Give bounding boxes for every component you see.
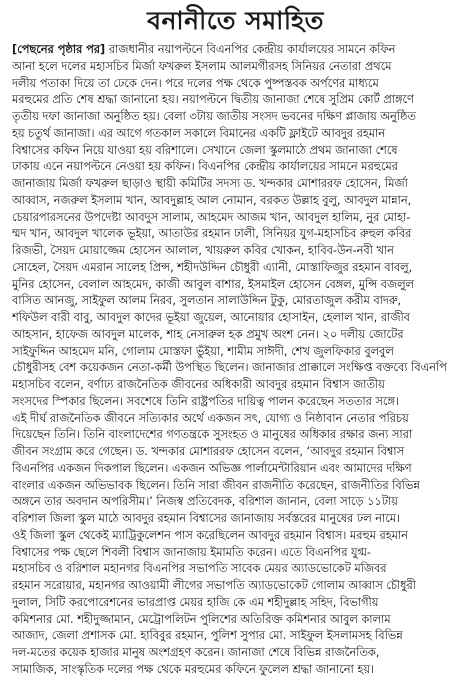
article-line-text: রাজধানীর নয়াপল্টনে বিএনপির কেন্দ্রীয় কার্যালয়ের সামনে কফিন — [105, 43, 396, 56]
article-line: দিয়েছেন তিনি। তিনি বাংলাদেশের গণতন্ত্রকে সুসংহত ও মানুষের অধিকার রক্ষার জন্য সারা — [12, 428, 413, 442]
article-line: আজাদ, জেলা প্রশাসক মো. হাবিবুর রহমান, পুলিশ সুপার মো. সাইফুল ইসলামসহ বিভিন্ন — [12, 629, 403, 643]
article-line: সোহেল, সৈয়দ এমরান সালেহ প্রিন্স, শহীদউদ্দিন চৌধুরী এ্যানী, মোস্তাফিজুর রহমান বাবলু, — [12, 260, 413, 274]
article-line: বিশ্বাসের পক্ষ ছেলে শিবলী বিশ্বাস জানাজায় ইমামতি করেন। এতে বিএনপির যুগ্ম- — [12, 545, 371, 559]
article-line: বাসিত আনজু, সাইফুল আলম নিরব, সুলতান সালাউদ্দিন টুকু, মোরতাজুল করীম বাদরু, — [12, 294, 402, 308]
article-line: বাংলার একজন অভিভাবক ছিলেন। তিনি সারা জীবন রাজনীতি করেছেন, রাজনীতির বিভিন্ন — [12, 478, 420, 492]
article-line: বিশ্বাসের কফিন নিয়ে যাওয়া হয় বরিশালে। সেখানে জেলা স্কুলমাঠে প্রথম জানাজা শেষে — [12, 143, 398, 157]
article-line: দলীয় পতাকা দিয়ে তা ঢেকে দেন। পরে দলের পক্ষ থেকে পুষ্পস্তবক অর্পণের মাধ্যমে — [12, 76, 379, 90]
article-line: বিএনপির একজন দিকপাল ছিলেন। একজন অভিজ্ঞ পার্লামেন্টারিয়ান এবং আমাদের দক্ষিণ — [12, 461, 412, 475]
article-line: আহসান, হাফেজ আবদুল মালেক, শাহ নেসারুল হক প্রমুখ অংশ নেন। ২০ দলীয় জোটের — [12, 327, 404, 341]
article-line: বরিশাল জিলা স্কুল মাঠে আবদুর রহমান বিশ্বাসের জানাজায় সর্বস্তরের মানুষের ঢল নামে। — [12, 512, 401, 525]
article-line: দুলাল, সিটি করপোরেশনের ভারপ্রাপ্ত মেয়র হাজি কে এম শহীদুল্লাহ সহিদ, বিভাগীয় — [12, 595, 379, 609]
article-line: মুনির হোসেন, বেলাল আহমেদ, কাজী আবুল বাশার, ইসমাইল হোসেন বেঙ্গল, মুন্সি বজলুল — [12, 277, 414, 291]
article-line: আব্বাস, নজরুল ইসলাম খান, আবদুল্লাহ আল নোমান, বরকত উল্লাহ বুলু, আবদুল মান্নান, — [12, 193, 412, 207]
article-line: ম্মদ খান, আবদুল খালেক ভূইয়া, আতাউর রহমান ঢালী, সিনিয়র যুগ-মহাসচিব রুহুল কবির — [12, 227, 412, 241]
article-line: অঙ্গনে তার অবদান অপরিসীম।’ নিজস্ব প্রতিবেদক, বরিশাল জানান, বেলা সাড়ে ১১টায় — [12, 495, 398, 509]
article-body — [12, 42, 459, 694]
article-line — [12, 42, 459, 59]
article-line: হয় চতুর্থ জানাজা। এর আগে গতকাল সকালে বিমানের একটি ফ্লাইটে আবদুর রহমান — [12, 126, 386, 140]
article-line: মরহুমের প্রতি শেষ শ্রদ্ধা জানানো হয়। নয়াপল্টনে দ্বিতীয় জানাজা শেষে সুপ্রিম কোর্ট প্রাঙ্গণে — [12, 93, 414, 107]
article-line: আনা হলে দলের মহাসচিব মির্জা ফখরুল ইসলাম আলমগীরসহ সিনিয়র নেতারা প্রথমে — [12, 59, 392, 73]
article-line: মহাসচিব ও বরিশাল মহানগর বিএনপির সভাপতি সাবেক মেয়র অ্যাডভোকেট মজিবর — [12, 562, 387, 576]
article-line: জানাজায় মির্জা ফখরুল ছাড়াও স্থায়ী কমিটির সদস্য ড. খন্দকার মোশাররফ হোসেন, মির্জা — [12, 177, 408, 190]
article-line: সংসদের স্পিকার ছিলেন। সবশেষে তিনি রাষ্ট্রপতির দায়িত্ব পালন করেছেন সততার সঙ্গে। — [12, 394, 399, 408]
article-line: মহাসচিব বলেন, বর্ণাঢ্য রাজনৈতিক জীবনের অধিকারী আবদুর রহমান বিশ্বাস জাতীয় — [12, 378, 385, 391]
article-line: দল-মতের কয়েক হাজার মানুষ অংশগ্রহণ করেন। জানাজা শেষে বিভিন্ন রাজনৈতিক, — [12, 646, 380, 659]
article-line: ঢাকায় এনে নয়াপল্টনে নেওয়া হয় কফিন। বিএনপির কেন্দ্রীয় কার্যালয়ের সামনে মরহুমের — [12, 160, 398, 174]
article-headline: বনানীতে সমাহিত — [147, 6, 324, 35]
article-line: ওই জিলা স্কুল থেকেই ম্যাট্রিকুলেশন পাস করেছিলেন আবদুর রহমান বিশ্বাস। মরহুম রহমান — [12, 528, 408, 542]
article-line: এই দীর্ঘ রাজনৈতিক জীবনে সত্যিকার অর্থে একজন সৎ, যোগ্য ও নিষ্ঠাবান নেতার পরিচয় — [12, 411, 409, 425]
article-line: কমিশনার মো. শহীদুজ্জামান, মেট্রোপলিটন পুলিশের অতিরিক্ত কমিশনার আবুল কালাম — [12, 612, 391, 626]
article-line: সাইফুদ্দিন আহমেদ মনি, গোলাম মোস্তফা ভুঁইয়া, শামীম সাঈদী, শেখ জুলফিকার বুলবুল — [12, 344, 394, 358]
article-line: তৃতীয় দফা জানাজা অনুষ্ঠিত হয়। বেলা ৩টায় জাতীয় সংসদ ভবনের দক্ষিণ প্লাজায় অনুষ্ঠিত — [12, 110, 416, 123]
continuation-tag: [পেছনের পৃষ্ঠার পর] — [12, 43, 106, 56]
article-line: শফিউল বারী বাবু, আবদুল কাদের ভূইয়া জুয়েল, আনোয়ার হোসাইন, হেলাল খান, রাজীব — [12, 311, 410, 324]
article-line: রিজভী, সৈয়দ মোয়াজ্জেম হোসেন আলাল, খায়রুল কবির খোকন, হাবিব-উন-নবী খান — [12, 244, 394, 257]
article-line: সামাজিক, সাংস্কৃতিক দলের পক্ষ থেকে মরহুমের কফিনে ফুলেল শ্রদ্ধা জানানো হয়। — [12, 662, 375, 676]
article-line: চৌধুরীসহ বেশ কয়েকজন নেতা-কর্মী উপস্থিত ছিলেন। জানাজার প্রাক্কালে সংক্ষিপ্ত বক্তব্যে বিএনপি — [12, 361, 447, 375]
article-line: জীবন সংগ্রাম করে গেছেন। ড. খন্দকার মোশাররফ হোসেন বলেন, ‘আবদুর রহমান বিশ্বাস — [12, 445, 405, 458]
article-line: রহমান সরোয়ার, মহানগর আওয়ামী লীগের সভাপতি অ্যাডভোকেট গোলাম আব্বাস চৌধুরী — [12, 579, 416, 592]
article-line: চেয়ারপারসনের উপদেষ্টা আবদুস সালাম, আহমেদ আজম খান, আবদুল হালিম, নুর মোহা- — [12, 210, 411, 224]
